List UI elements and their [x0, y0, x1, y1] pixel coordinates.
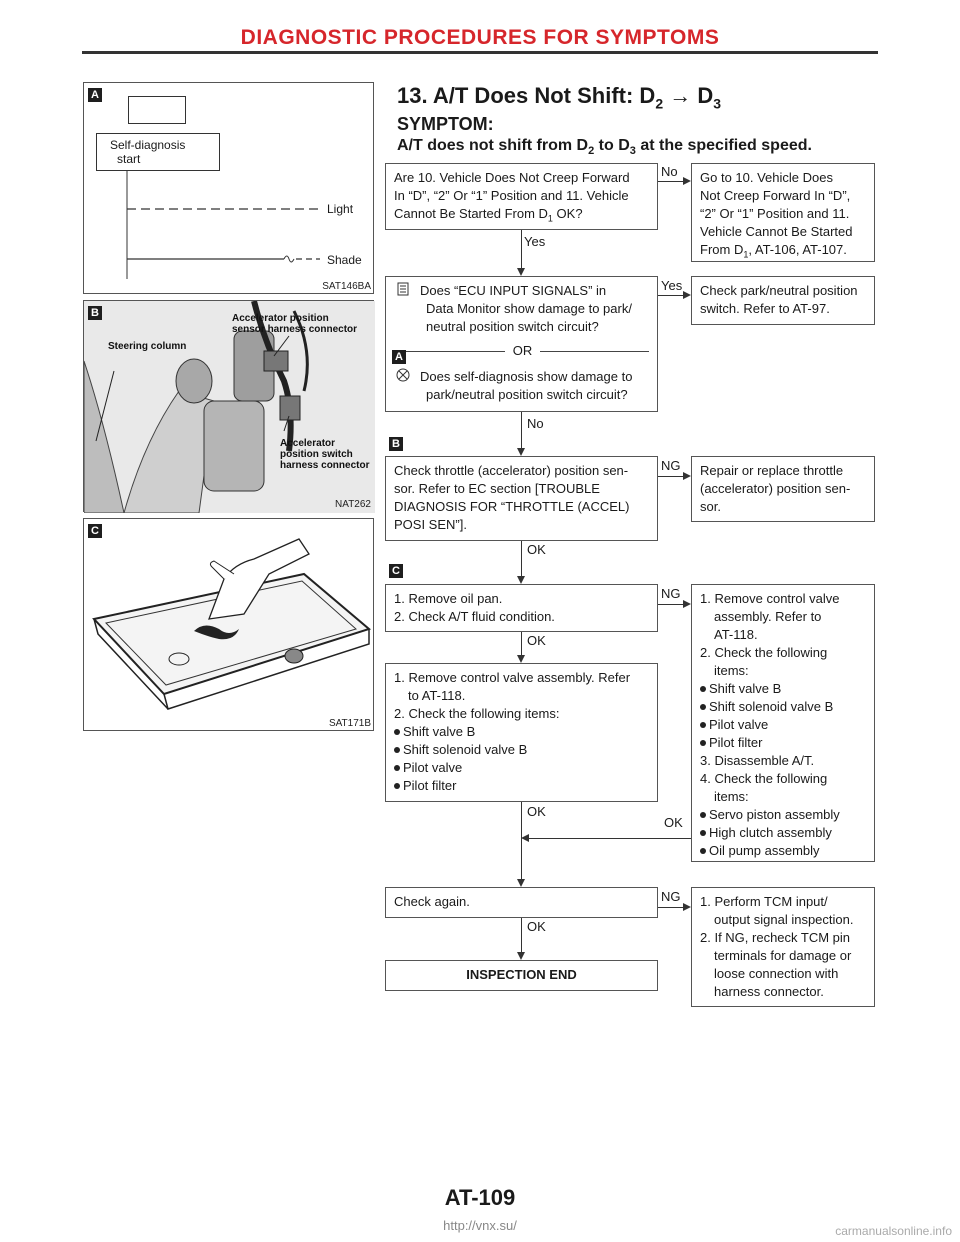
step4-ng-label: NG: [661, 586, 681, 601]
flow-result-6: 1. Perform TCM input/ output signal inspection. 2. If NG, recheck TCM pin terminals for damage or loose connection with harness connector.: [691, 887, 875, 1007]
step6-ng-label: NG: [661, 889, 681, 904]
header-rule: [82, 51, 878, 54]
self-diagnosis-label: Self-diagnosis: [110, 138, 186, 152]
apsw-harness-label: Accelerator position switch harness connector: [280, 438, 370, 471]
self-diagnosis-icon: [396, 368, 410, 382]
page-number: AT-109: [444, 1185, 516, 1210]
step6-ok-label: OK: [527, 919, 546, 934]
data-monitor-icon: [396, 282, 410, 296]
flow-tag-a: A: [392, 350, 406, 364]
bullet-icon: [700, 812, 706, 818]
flow-tag-b: B: [389, 437, 403, 451]
steering-column-label: Steering column: [108, 341, 187, 352]
flow-result-1: Go to 10. Vehicle Does Not Creep Forward In “D”, “2” Or “1” Position and 11. Vehicle Cannot Be Started From $D_1$, AT-106, AT-107.: [691, 163, 875, 262]
flow-step-5: 1. Remove control valve assembly. Refer to AT-118. 2. Check the following items: Shift valve B Shift solenoid valve B Pilot valve Pilot filter: [385, 663, 658, 802]
step1-yes-label: Yes: [524, 234, 546, 249]
flow-tag-c: C: [389, 564, 403, 578]
figure-a: [83, 82, 374, 294]
flow-result-2: Check park/neutral position switch. Refer to AT-97.: [691, 276, 875, 325]
step1-no-label: No: [661, 164, 678, 179]
figure-id: SAT146BA: [322, 281, 371, 292]
result4-ok-label: OK: [664, 815, 683, 830]
bullet-icon: [700, 830, 706, 836]
step3-ok-label: OK: [527, 542, 546, 557]
figure-c: [83, 518, 374, 731]
step5-ok-label: OK: [527, 804, 546, 819]
bullet-icon: [700, 848, 706, 854]
bullet-icon: [394, 783, 400, 789]
page-header-title: DIAGNOSTIC PROCEDURES FOR SYMPTOMS: [240, 26, 720, 49]
bullet-icon: [700, 740, 706, 746]
bullet-icon: [394, 747, 400, 753]
figure-tag: A: [88, 88, 102, 102]
or-divider: OR: [396, 342, 649, 360]
bullet-icon: [700, 704, 706, 710]
flow-step-3: Check throttle (accelerator) position sen- sor. Refer to EC section [TROUBLE DIAGNOSIS FOR “THROTTLE (ACCEL) POSI SEN”].: [385, 456, 658, 541]
symptom-text: A/T does not shift from $D_2$ to $D_3$ at the specified speed.: [397, 137, 812, 158]
flow-step-2: Does “ECU INPUT SIGNALS” in Data Monitor show damage to park/ neutral position switch circuit? OR Does self-diagnosis show damage to park/neutral position switch circuit?: [385, 276, 658, 412]
oil-pan-illustration: [84, 519, 375, 732]
flow-result-3: Repair or replace throttle (accelerator) position sen- sor.: [691, 456, 875, 522]
figure-tag: C: [88, 524, 102, 538]
flow-step-1: Are 10. Vehicle Does Not Creep Forward In “D”, “2” Or “1” Position and 11. Vehicle Cannot Be Started From $D_1$ OK?: [385, 163, 658, 230]
symptom-heading: SYMPTOM:: [397, 114, 494, 134]
light-label: Light: [327, 202, 354, 216]
shade-label: Shade: [327, 253, 362, 267]
aps-harness-label: Accelerator position sensor harness connector: [232, 313, 358, 335]
step2-no-label: No: [527, 416, 544, 431]
flow-step-6: Check again.: [385, 887, 658, 918]
flow-step-4: 1. Remove oil pan. 2. Check A/T fluid condition.: [385, 584, 658, 632]
figure-tag: B: [88, 306, 102, 320]
figure-b: [83, 300, 374, 512]
flow-result-4: 1. Remove control valve assembly. Refer to AT-118. 2. Check the following items: Shift valve B Shift solenoid valve B Pilot valve Pilot filter 3. Disassemble A/T. 4. Check the following items: Servo piston assembly High clutch assembly Oil pump assembly: [691, 584, 875, 862]
section-title: 13. A/T Does Not Shift: $D_2 \to D_3$: [397, 83, 722, 112]
figure-id: SAT171B: [328, 718, 371, 729]
step3-ng-label: NG: [661, 458, 681, 473]
figure-id: NAT262: [335, 499, 371, 510]
bullet-icon: [700, 686, 706, 692]
inspection-end-box: INSPECTION END: [385, 960, 658, 991]
step2-yes-label: Yes: [661, 278, 683, 293]
footer-url[interactable]: http://vnx.su/: [443, 1218, 517, 1233]
bullet-icon: [394, 765, 400, 771]
step4-ok-label: OK: [527, 633, 546, 648]
bullet-icon: [700, 722, 706, 728]
watermark: carmanualsonline.info: [835, 1224, 952, 1238]
bullet-icon: [394, 729, 400, 735]
start-label: start: [117, 152, 141, 166]
